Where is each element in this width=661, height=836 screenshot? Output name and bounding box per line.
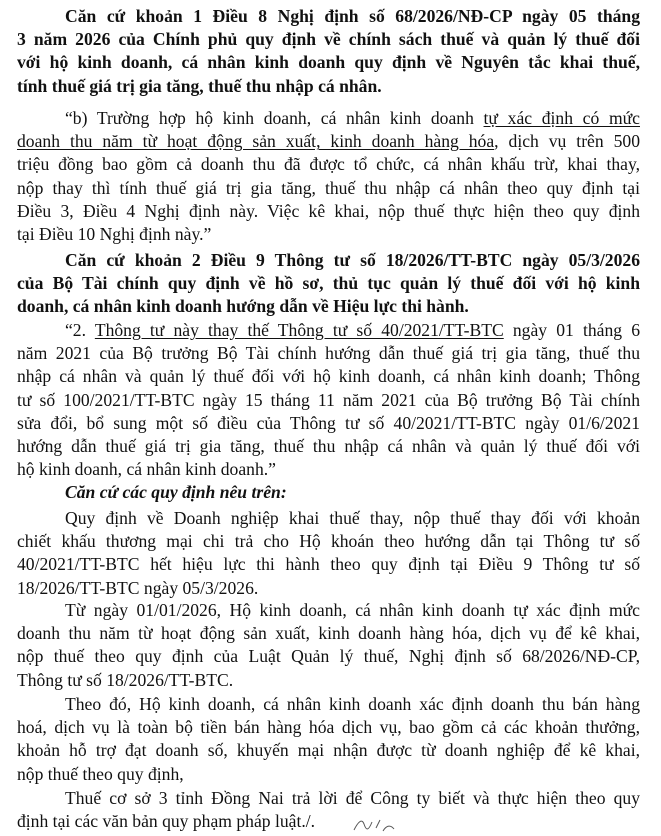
- paragraph-line: [17, 740, 640, 762]
- paragraph-line: [17, 554, 640, 576]
- paragraph-line: [65, 694, 640, 716]
- paragraph-line: [65, 108, 640, 130]
- paragraph-line: [65, 6, 640, 28]
- text-run: ngày 01 tháng 6: [503, 320, 640, 340]
- text-run: Từ ngày 01/01/2026, Hộ kinh doanh, cá nhân kinh doanh tự xác định mức: [65, 600, 640, 620]
- paragraph-line: [17, 623, 640, 645]
- text-run: nộp thuế theo quy định của Luật Quản lý thuế, Nghị định số 68/2026/NĐ-CP,: [17, 646, 640, 667]
- paragraph-line: [17, 436, 640, 458]
- underlined-text: tự xác định có mức: [483, 108, 640, 128]
- text-run: với hộ kinh doanh, cá nhân kinh doanh quy định về Nguyên tắc khai thuế,: [17, 52, 640, 73]
- text-run: hướng dẫn thuế giá trị gia tăng, thuế thu nhập cá nhân và quản lý thuế đối với: [17, 436, 640, 456]
- text-run: triệu đồng bao gồm cả doanh thu đã được tổ chức, cá nhân khấu trừ, khai thay,: [17, 154, 640, 175]
- text-run: hoá, dịch vụ là toàn bộ tiền bán hàng hóa dịch vụ, bao gồm cả các khoản thưởng,: [17, 717, 640, 738]
- paragraph-line: [65, 600, 640, 622]
- underlined-text: Thông tư này thay thế Thông tư số 40/2021/TT-BTC: [94, 320, 504, 340]
- paragraph-line: [17, 296, 640, 318]
- text-run: Thuế cơ sở 3 tỉnh Đồng Nai trả lời để Công ty biết và thực hiện theo quy: [65, 788, 640, 808]
- text-run: nộp thay thì tính thuế giá trị gia tăng, thuế thu nhập cá nhân theo quy định tại: [17, 177, 640, 198]
- paragraph-line: [17, 29, 640, 51]
- paragraph-line: [17, 578, 640, 600]
- text-run: doanh, cá nhân kinh doanh hướng dẫn về Hiệu lực thi hành.: [17, 296, 469, 317]
- text-run: Theo đó, Hộ kinh doanh, cá nhân kinh doanh xác định doanh thu bán hàng: [65, 694, 640, 714]
- text-run: hộ kinh doanh, cá nhân kinh doanh.”: [17, 459, 276, 480]
- paragraph-line: [17, 76, 640, 98]
- paragraph-line: [65, 320, 640, 342]
- paragraph-line: [65, 788, 640, 810]
- text-run: của Bộ Tài chính quy định về hồ sơ, thủ tục quản lý thuế đối với hộ kinh: [17, 273, 640, 294]
- text-run: 18/2026/TT-BTC ngày 05/3/2026.: [17, 577, 259, 598]
- paragraph-line: [17, 459, 640, 481]
- paragraph-line: [17, 670, 640, 692]
- text-run: tư số 100/2021/TT-BTC ngày 15 tháng 11 năm 2021 của Bộ trưởng Bộ Tài chính: [17, 389, 640, 410]
- paragraph-line: [17, 366, 640, 388]
- paragraph-line: [17, 764, 640, 786]
- text-run: Căn cứ khoản 2 Điều 9 Thông tư số 18/2026/TT-BTC ngày 05/3/2026: [65, 250, 640, 270]
- text-run: Thông tư số 18/2026/TT-BTC.: [17, 669, 234, 690]
- underlined-text: doanh thu năm từ hoạt động sản xuất, kinh doanh hàng hóa: [17, 131, 495, 152]
- text-run: Căn cứ khoản 1 Điều 8 Nghị định số 68/2026/NĐ-CP ngày 05 tháng: [65, 6, 640, 26]
- paragraph-line: [17, 224, 640, 246]
- paragraph-line: [17, 273, 640, 295]
- text-run: Điều 3, Điều 4 Nghị định này. Việc kê khai, nộp thuế thực hiện theo quy định: [17, 200, 640, 221]
- paragraph-line: [17, 52, 640, 74]
- paragraph-line: [17, 811, 640, 833]
- text-run: định tại các văn bản quy phạm pháp luật./.: [17, 811, 316, 832]
- paragraph-line: [65, 482, 640, 504]
- paragraph-line: [17, 717, 640, 739]
- text-run: Căn cứ các quy định nêu trên:: [65, 482, 287, 502]
- paragraph-line: [17, 413, 640, 435]
- paragraph-line: [17, 390, 640, 412]
- paragraph-line: [17, 154, 640, 176]
- text-run: doanh thu năm từ hoạt động sản xuất, kinh doanh hàng hóa, dịch vụ để kê khai,: [17, 623, 640, 644]
- paragraph-line: [17, 201, 640, 223]
- text-run: Quy định về Doanh nghiệp khai thuế thay, nộp thuế thay đối với khoản: [65, 508, 640, 528]
- text-run: năm 2021 của Bộ trưởng Bộ Tài chính hướng dẫn thuế giá trị gia tăng, thuế thu: [17, 343, 640, 364]
- text-run: nộp thuế theo quy định,: [17, 763, 184, 784]
- text-run: khoản hỗ trợ đạt doanh số, khuyến mại nhận được từ doanh nghiệp để kê khai,: [17, 740, 640, 761]
- paragraph-line: [17, 131, 640, 153]
- paragraph-line: [17, 531, 640, 553]
- paragraph-line: [65, 508, 640, 530]
- text-run: 40/2021/TT-BTC hết hiệu lực thi hành theo quy định tại Điều 9 Thông tư số: [17, 554, 640, 575]
- text-run: tại Điều 10 Nghị định này.”: [17, 224, 212, 244]
- signature-mark: [350, 812, 410, 834]
- text-run: nhập cá nhân và quản lý thuế đối với hộ kinh doanh, cá nhân kinh doanh; Thông: [17, 366, 640, 387]
- paragraph-line: [65, 250, 640, 272]
- text-run: sửa đổi, bổ sung một số điều của Thông tư số 40/2021/TT-BTC ngày 01/6/2021: [17, 412, 640, 433]
- paragraph-line: [17, 343, 640, 365]
- text-run: tính thuế giá trị gia tăng, thuế thu nhập cá nhân.: [17, 75, 382, 96]
- text-run: “b) Trường hợp hộ kinh doanh, cá nhân kinh doanh: [65, 108, 484, 128]
- text-run: chiết khấu thương mại chi trả cho Hộ khoán theo hướng dẫn tại Thông tư số: [17, 531, 640, 552]
- paragraph-line: [17, 178, 640, 200]
- paragraph-line: [17, 646, 640, 668]
- text-run: 3 năm 2026 của Chính phủ quy định về chính sách thuế và quản lý thuế đối: [17, 29, 640, 50]
- text-run: , dịch vụ trên 500: [494, 131, 641, 152]
- text-run: “2.: [65, 320, 95, 340]
